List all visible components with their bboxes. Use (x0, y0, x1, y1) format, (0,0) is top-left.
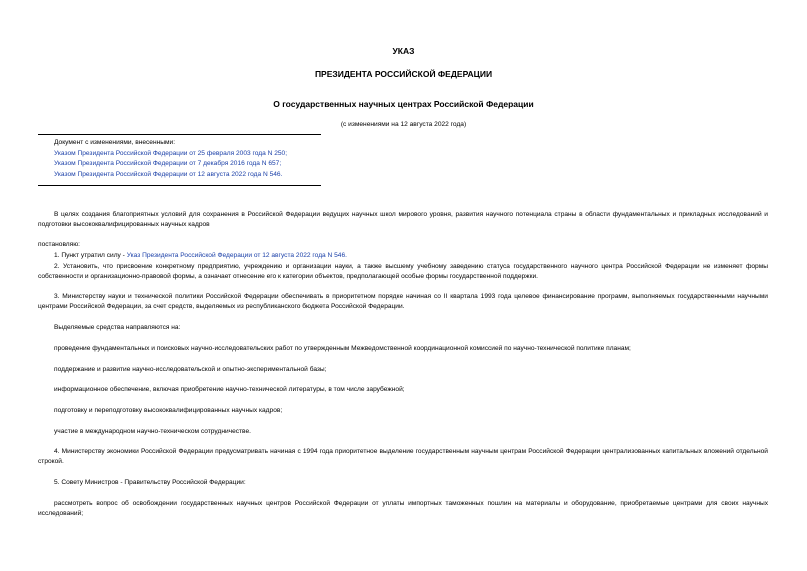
paragraph-intro: В целях создания благоприятных условий для сохранения в Российской Федерации ведущих научных школ мирового уровня, развития научного потенциала страны в области фундаментальных и прикладных исследований и подготовки высококвалифицированных научных кадров (38, 211, 768, 229)
divider-top (38, 134, 321, 135)
paragraph-1-link[interactable]: Указ Президента Российской Федерации от 12 августа 2022 года N 546. (126, 252, 347, 259)
paragraph-4: 4. Министерству экономики Российской Федерации предусматривать начиная с 1994 года приоритетное выделение государственным научным центрам Российской Федерации централизованных капитальных вложений отдельной строкой. (38, 448, 768, 466)
decree-title: УКАЗ (392, 46, 415, 56)
change-link-2003[interactable]: Указом Президента Российской Федерации от 25 февраля 2003 года N 250; (54, 149, 288, 157)
decree-issuer: ПРЕЗИДЕНТА РОССИЙСКОЙ ФЕДЕРАЦИИ (314, 69, 493, 79)
paragraph-decree: постановляю: (38, 241, 81, 248)
divider-bottom (38, 185, 321, 186)
change-link-2022[interactable]: Указом Президента Российской Федерации от 12 августа 2022 года N 546. (54, 170, 283, 178)
paragraph-3-intro: Выделяемые средства направляются на: (54, 324, 181, 331)
changes-header: Документ с изменениями, внесенными: (54, 139, 176, 146)
revision-note: (с изменениями на 12 августа 2022 года) (340, 121, 467, 128)
paragraph-1 (38, 251, 768, 261)
paragraph-3-item-4: подготовку и переподготовку высококвалифицированных научных кадров; (54, 407, 283, 414)
paragraph-3-item-1: проведение фундаментальных и поисковых научно-исследовательских работ по утвержденным Межведомственной координационной комиссией по научно-технической политике планам; (54, 345, 631, 352)
paragraph-2: 2. Установить, что присвоение конкретному предприятию, учреждению и организации науки, а также высшему учебному заведению статуса государственного научного центра Российской Федерации не изменяет формы собственности и организационно-правовой формы, а означает отнесение его к категории объектов, предполагающей особые формы государственной поддержки. (38, 263, 768, 281)
paragraph-3: 3. Министерству науки и технической политики Российской Федерации обеспечивать в приоритетном порядке начиная со II квартала 1993 года целевое финансирование программ, выполняемых государственными научными центрами Российской Федерации, за счет средств, выделяемых из республиканского бюджета Российской Федерации. (38, 293, 768, 311)
paragraph-3-item-2: поддержание и развитие научно-исследовательской и опытно-экспериментальной базы; (54, 366, 327, 373)
paragraph-5: 5. Совету Министров - Правительству Российской Федерации: (54, 479, 246, 486)
paragraph-5-item-1: рассмотреть вопрос об освобождении государственных научных центров Российской Федерации от уплаты импортных таможенных пошлин на материалы и оборудование, приобретаемые центрами для своих научных исследований; (38, 500, 768, 518)
change-link-2016[interactable]: Указом Президента Российской Федерации от 7 декабря 2016 года N 657; (54, 160, 282, 167)
changes-block (54, 138, 287, 180)
paragraph-3-item-3: информационное обеспечение, включая приобретение научно-технической литературы, в том числе зарубежной; (54, 386, 405, 393)
paragraph-3-item-5: участие в международном научно-техническом сотрудничестве. (54, 428, 251, 435)
paragraph-1-text: 1. Пункт утратил силу - (54, 252, 127, 259)
decree-subject: О государственных научных центрах Российской Федерации (273, 99, 534, 109)
